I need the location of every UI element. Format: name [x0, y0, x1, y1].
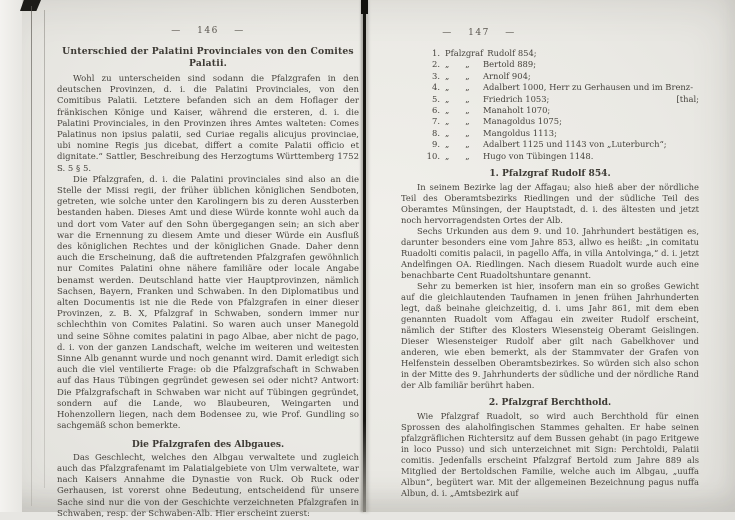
- paragraph: Sehr zu bemerken ist hier, insofern man ein so großes Gewicht auf die gleichlautenden Taufnamen in jenen frühen Jahrhunderten legt, daß beinahe gleichzeitig, d. i. ums Jahr 861, mit dem eben genannten Ruadolt vom Affagau ein zweiter Rudolf erscheint, nämlich der Stifter des Klosters Wiesensteig Oberamt Geislingen. Dieser Wiesensteiger Rudolf aber gilt nach Gabelkhover und anderen, wie eben bemerkt, als der Stammvater der Grafen von Helfenstein desselben Oberamtsbezirkes. So würden sich also schon in der Mitte des 9. Jahrhunderts der südliche und der nördliche Rand der Alb familiär berührt haben.: [401, 281, 699, 391]
- ditto-marks: „ „: [445, 93, 470, 104]
- list-item-text: Bertold 889;: [483, 59, 537, 70]
- list-item-number: 6.: [432, 105, 440, 116]
- list-item-text: Rudolf 854;: [487, 48, 537, 58]
- catchword-note: [695, 139, 699, 150]
- section-heading: 2. Pfalzgraf Berchthold.: [488, 397, 612, 409]
- ditto-marks: „ „: [445, 139, 470, 150]
- list-item-text: Mangoldus 1113;: [483, 127, 557, 138]
- catchword-note: [695, 48, 699, 59]
- paragraph: Sechs Urkunden aus dem 9. und 10. Jahrhundert bestätigen es, darunter besonders eine vom Jahre 853, allwo es heißt: „in comitatu Ruadolti comitis palacii, in pagello Affa, in villa Antolvinga,“ d. i. jetzt Andelfingen OA. Riedlingen. Nach diesem Ruadolt wurde auch eine benachbarte Cent Ruadoltshuntare genannt.: [401, 226, 699, 281]
- list-item-text: Manaholt 1070;: [483, 105, 551, 116]
- pfalzgraf-list: [425, 48, 699, 162]
- right-page: [401, 28, 699, 499]
- ditto-marks: „ „: [445, 127, 470, 138]
- ditto-marks: „ „: [445, 59, 470, 70]
- list-item: [425, 139, 699, 150]
- paragraph: In seinem Bezirke lag der Affagau; also hieß aber der nördliche Teil des Oberamtsbezirks Riedlingen und der südliche Teil des Oberamtes Münsingen, der Hauptstadt, d. i. des ältesten und jetzt noch hervorragendsten Ortes der Alb.: [401, 182, 699, 226]
- list-item: [425, 82, 699, 93]
- list-item-text: Friedrich 1053;: [483, 93, 550, 104]
- page-number: — 147 —: [442, 28, 516, 38]
- article-title: Unterschied der Palatini Provinciales von den Comites Palatii.: [62, 46, 354, 69]
- list-item: [425, 48, 699, 59]
- catchword-note: [695, 151, 699, 162]
- ditto-marks: „ „: [445, 70, 470, 81]
- list-item-text: Managoldus 1075;: [483, 116, 562, 127]
- list-item: [425, 116, 699, 127]
- list-item: [425, 94, 699, 105]
- section-heading: 1. Pfalzgraf Rudolf 854.: [489, 168, 611, 180]
- catchword-note: [thal;: [676, 93, 699, 104]
- page-number: — 146 —: [171, 26, 245, 36]
- list-item-label: Pfalzgraf: [445, 48, 484, 58]
- paragraph: Das Geschlecht, welches den Albgau verwaltete und zugleich auch das Pfalzgrafenamt im Palatialgebiete von Ulm verwaltete, war nach Kaisers Annahme die Dynastie von Ruck. Ob Ruck oder Gerhausen, ist vorerst ohne Bedeutung, entscheidend für unsere Sache sind nur die von der Geschichte verzeichneten Pfalzgrafen in Schwaben, resp. der Schwaben-Alb. Hier erscheint zuerst:: [57, 452, 359, 519]
- list-item-text: Adalbert 1000, Herr zu Gerhausen und im Brenz-: [483, 82, 694, 93]
- ditto-marks: „ „: [445, 82, 470, 93]
- page-edge-line: [31, 6, 32, 506]
- paragraph: Wohl zu unterscheiden sind sodann die Pfalzgrafen in den deutschen Provinzen, d. i. die Palatini Provinciales, von den Comitibus Palatii. Letztere befanden sich an dem Hoflager der fränkischen Könige und Kaiser, während die ersteren, d. i. die Palatini Provinciales, in den Provinzen ihres Amtes walteten: Comes Palatinus non ipsius palatii, sed Curiae regalis alicujus provinciae, ubi nomine Regis jus dicebat, differt a comite Palatii officio et dignitate.“ Sattler, Beschreibung des Herzogtums Württemberg 1752 S. 5 § 5.: [57, 74, 359, 174]
- list-item: [425, 71, 699, 82]
- list-item-text: Adalbert 1125 und 1143 von „Luterburch“;: [483, 139, 667, 150]
- catchword-note: [695, 59, 699, 70]
- book-gutter-shadow: [363, 0, 366, 512]
- page-edge-line: [44, 10, 45, 488]
- ditto-marks: „ „: [445, 150, 470, 161]
- list-item: [425, 59, 699, 70]
- ditto-marks: „ „: [445, 105, 470, 116]
- list-item-number: 8.: [432, 127, 440, 138]
- list-item-number: 3.: [432, 70, 440, 81]
- list-item-number: 4.: [432, 82, 440, 93]
- catchword-note: [695, 71, 699, 82]
- catchword-note: [695, 116, 699, 127]
- list-item-number: 9.: [432, 139, 440, 150]
- list-item-number: 1.: [432, 48, 440, 58]
- list-item: [425, 151, 699, 162]
- left-page: [57, 26, 359, 520]
- ditto-marks: „ „: [445, 116, 470, 127]
- paragraph: Die Pfalzgrafen, d. i. die Palatini provinciales sind also an die Stelle der Missi regii, der früher üblichen königlichen Sendboten, getreten, wie solche unter den Karolingern bis zu deren Aussterben bestanden haben. Dieses Amt und diese Würde konnte wohl auch da und dort vom Vater auf den Sohn übergegangen sein; an sich aber war die Ernennung zu diesem Amte und dieser Würde ein Ausfluß des königlichen Rechtes und der königlichen Gnade. Daher denn auch die Erscheinung, daß die auftretenden Pfalzgrafen gewöhnlich nur Comites Palatini ohne nähere familiäre oder locale Angabe benamst werden. Deutschland hatte vier Hauptprovinzen, nämlich Sachsen, Bayern, Franken und Schwaben. In den Diplomatibus und alten Documentis ist nie die Rede von Pfalzgrafen in einer dieser Provinzen, z. B. X, Pfalzgraf in Schwaben, sondern immer nur schlechthin von Comites Palatini. So waren auch unser Manegold und seine Söhne comites palatini in pago Albae, aber nicht de pago, d. i. von der ganzen Landschaft, welche im weiteren und weitesten Sinne Alb genannt wurde und noch genannt wird. Damit erledigt sich auch die viel ventilierte Frage: ob die Pfalzgrafschaft in Schwaben auf das Haus Tübingen gegründet gewesen sei oder nicht? Antwort: Die Pfalzgrafschaft in Schwaben war nicht auf Tübingen gegründet, sondern auf die Lande, wo Blaubeuren, Weingarten und Hohenzollern liegen, nach dem Bodensee zu, wie Prof. Gundling so sachgemäß schon bemerkte.: [57, 174, 359, 432]
- list-item-number: 5.: [432, 93, 440, 104]
- scan-left-margin: [0, 0, 22, 512]
- catchword-note: [695, 128, 699, 139]
- list-item-number: 10.: [426, 150, 440, 161]
- list-item-text: Hugo von Tübingen 1148.: [483, 150, 594, 161]
- list-item: [425, 128, 699, 139]
- catchword-note: [695, 105, 699, 116]
- catchword-note: [695, 82, 699, 93]
- paragraph: Wie Pfalzgraf Ruadolt, so wird auch Berchthold für einen Sprossen des alaholfingischen Stammes gehalten. Er habe seinen pfalzgräflichen Richtersitz auf dem Bussen gehabt (in pago Eritgewe in loco Pusso) und sich unterzeichnet mit Sign: Perchtoldi, Palatii comitis. Jedenfalls erscheint Pfalzgraf Bertold zum Jahre 889 als Mitglied der Bertoldschen Familie, welche auch im Albgau, „uuffa Albun“, begütert war. Mit der allgemeinen Bezeichnung pagus nuffa Albun, d. i. „Amtsbezirk auf: [401, 411, 699, 499]
- list-item: [425, 105, 699, 116]
- section-heading: Die Pfalzgrafen des Albgaues.: [131, 438, 285, 450]
- list-item-number: 7.: [432, 116, 440, 127]
- list-item-number: 2.: [432, 59, 440, 70]
- list-item-text: Arnolf 904;: [483, 70, 531, 81]
